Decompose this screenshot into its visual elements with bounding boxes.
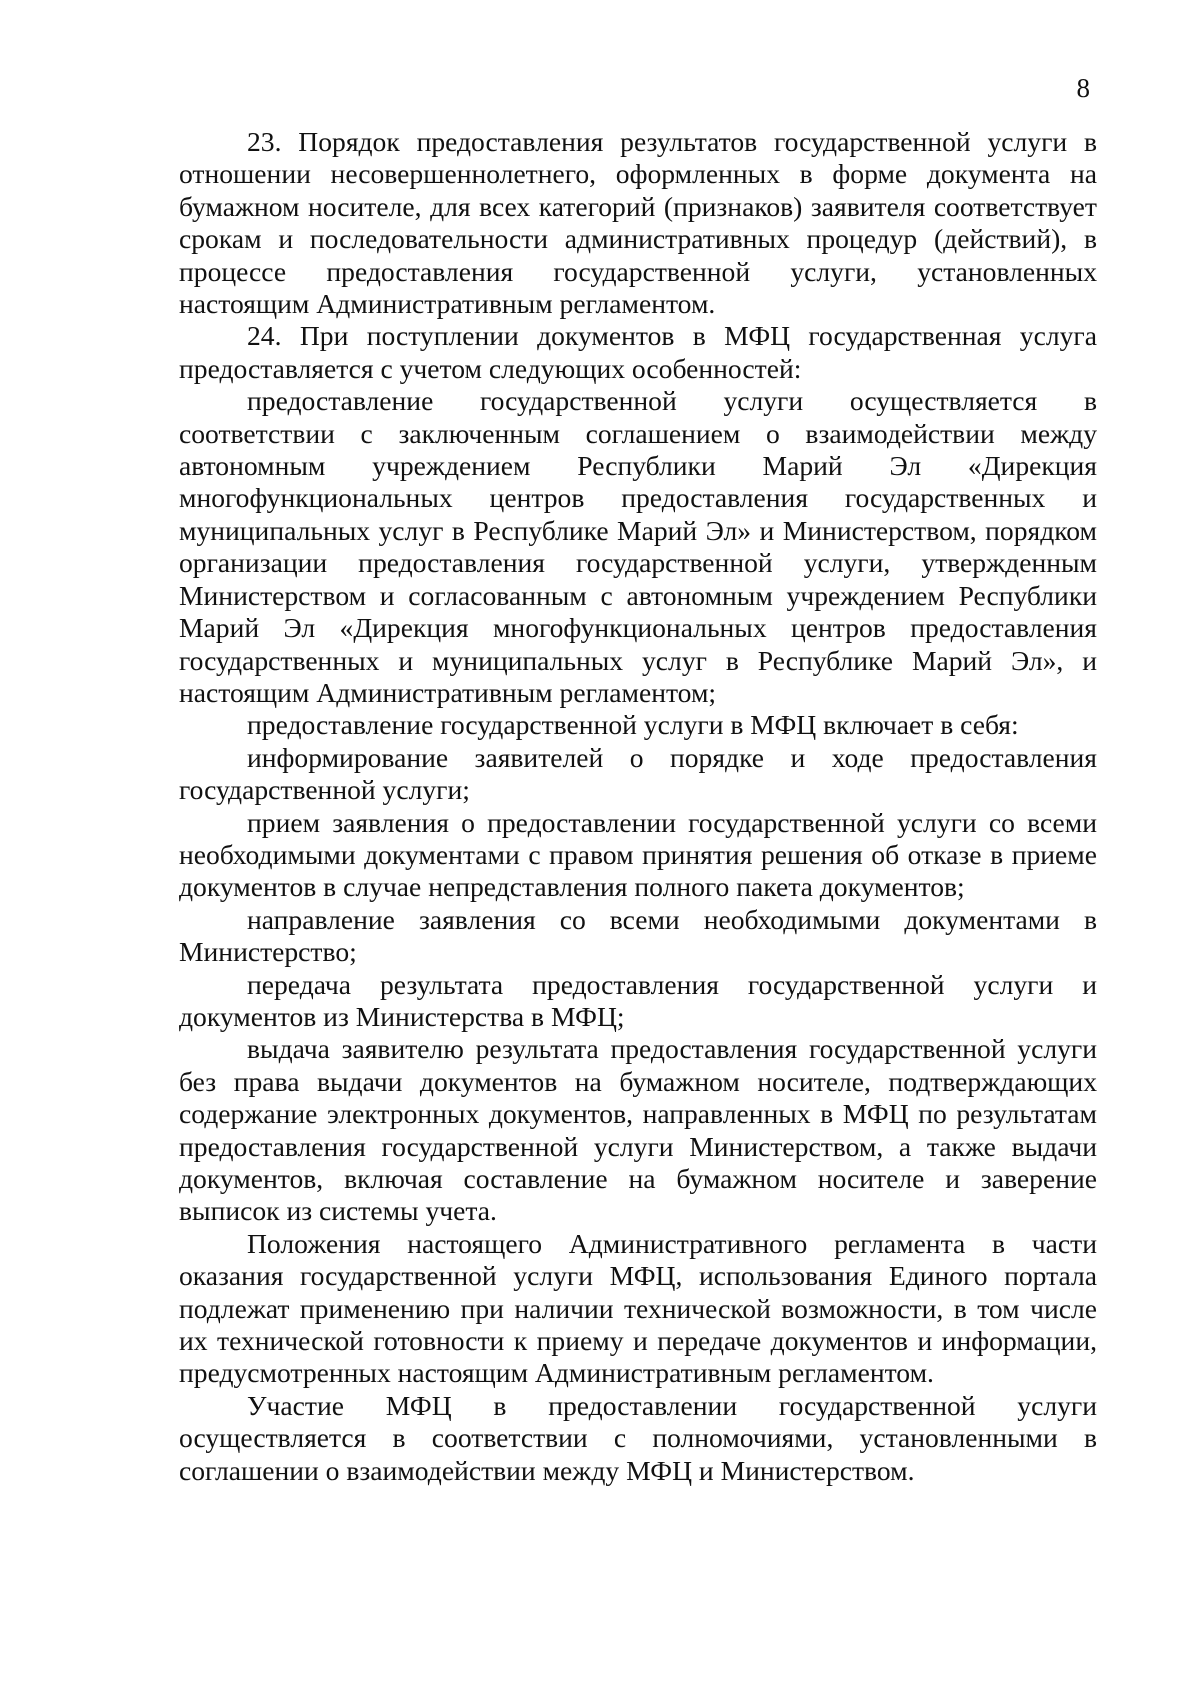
paragraph-service-agreement: предоставление государственной услуги осуществляется в соответствии с заключенным соглашением о взаимодействии между автономным учреждением Республики Марий Эл «Дирекция многофункциональных центров предоставления государственных и муниципальных услуг в Республике Марий Эл» и Министерством, порядком организации предоставления государственной услуги, утвержденным Министерством и согласованным с автономным учреждением Республики Марий Эл «Дирекция многофункциональных центров предоставления государственных и муниципальных услуг в Республике Марий Эл», и настоящим Административным регламентом; (179, 385, 1097, 708)
paragraph-mfc-participation: Участие МФЦ в предоставлении государственной услуги осуществляется в соответствии с полномочиями, установленными в соглашении о взаимодействии между МФЦ и Министерством. (179, 1389, 1097, 1486)
page-number: 8 (1076, 73, 1090, 103)
document-body (179, 126, 1097, 1487)
paragraph-24-mfc-features: 24. При поступлении документов в МФЦ государственная услуга предоставляется с учетом следующих особенностей: (179, 320, 1097, 384)
paragraph-mfc-includes: предоставление государственной услуги в МФЦ включает в себя: (247, 709, 1019, 741)
paragraph-application-reception: прием заявления о предоставлении государственной услуги со всеми необходимыми документами с правом принятия решения об отказе в приеме документов в случае непредставления полного пакета документов; (179, 806, 1097, 903)
paragraph-forwarding-to-ministry: направление заявления со всеми необходимыми документами в Министерство; (179, 903, 1097, 968)
paragraph-regulation-provisions: Положения настоящего Административного регламента в части оказания государственной услуги МФЦ, использования Единого портала подлежат применению при наличии технической возможности, в том числе их технической готовности к приему и передаче документов и информации, предусмотренных настоящим Административным регламентом. (179, 1227, 1097, 1389)
paragraph-result-transfer: передача результата предоставления государственной услуги и документов из Министерства в МФЦ; (179, 968, 1097, 1032)
paragraph-informing: информирование заявителей о порядке и ходе предоставления государственной услуги; (179, 741, 1097, 806)
paragraph-23-result-order: 23. Порядок предоставления результатов государственной услуги в отношении несовершеннолетнего, оформленных в форме документа на бумажном носителе, для всех категорий (признаков) заявителя соответствует срокам и последовательности административных процедур (действий), в процессе предоставления государственной услуги, установленных настоящим Административным регламентом. (179, 126, 1097, 320)
paragraph-result-issuance: выдача заявителю результата предоставления государственной услуги без права выдачи документов на бумажном носителе, подтверждающих содержание электронных документов, направленных в МФЦ по результатам предоставления государственной услуги Министерством, а также выдачи документов, включая составление на бумажном носителе и заверение выписок из системы учета. (179, 1033, 1097, 1227)
